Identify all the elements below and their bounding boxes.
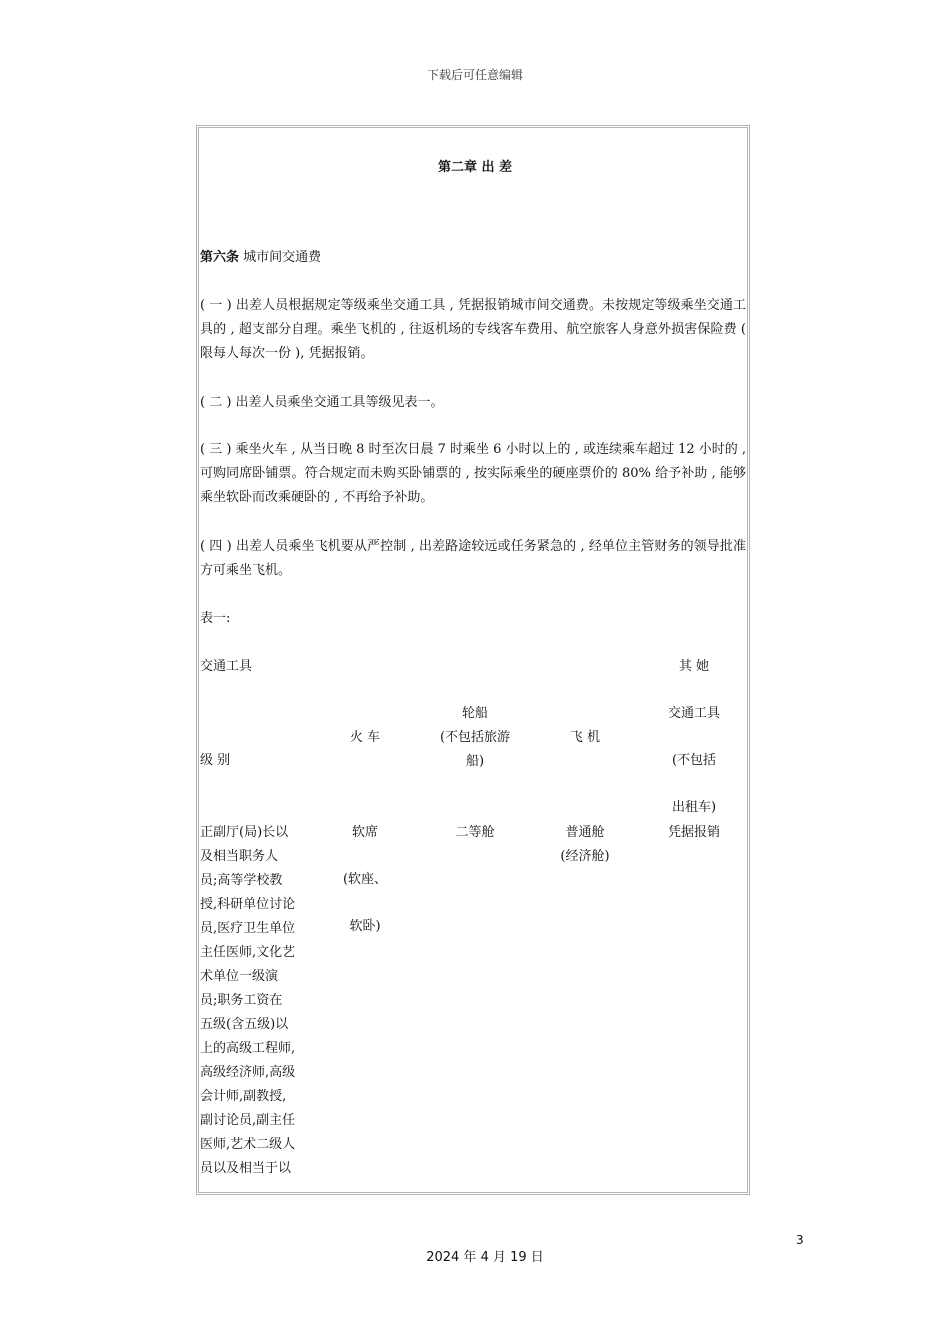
article-heading: [200, 246, 746, 270]
row1-level: 正副厅(局)长以 及相当职务人 员;高等学校教 授,科研单位讨论 员,医疗卫生单位 主任医师,文化艺 术单位一级演 员;职务工资在 五级(含五级)以 上的高级工程师, 高级经济师,高级 会计师,副教授, 副讨论员,副主任 医师,艺术二级人 员以及相当于以: [200, 825, 296, 1176]
header-train: 火 车: [349, 730, 381, 745]
footer-date: 2024 年 4 月 19 日: [426, 1250, 544, 1265]
header-level-label: 级 别: [200, 753, 231, 768]
header-other: 其 她 交通工具 (不包括 出租车): [667, 659, 720, 815]
header-note: 下载后可任意编辑: [426, 68, 523, 82]
header-ship: 轮船 (不包括旅游 船): [439, 706, 511, 769]
paragraph-4: ( 四 ) 出差人员乘坐飞机要从严控制 , 出差路途较远或任务紧急的 , 经单位主管财务的领导批准方可乘坐飞机。: [200, 539, 746, 578]
row1-ship: 二等舱: [455, 825, 495, 840]
row1-other: 凭据报销: [667, 825, 720, 840]
header-vehicle-label: 交通工具: [200, 659, 253, 674]
header-plane: 飞 机: [569, 730, 601, 745]
paragraph-2: ( 二 ) 出差人员乘坐交通工具等级见表一。: [200, 395, 444, 410]
table-caption: 表一:: [200, 611, 231, 626]
article-label: 第六条: [200, 250, 240, 265]
page-number: 3: [796, 1233, 804, 1247]
paragraph-3: ( 三 ) 乘坐火车 , 从当日晚 8 时至次日晨 7 时乘坐 6 小时以上的 , 或连续乘车超过 12 小时的 , 可购同席卧铺票。符合规定而未购买卧铺票的 , 按实际乘坐的硬座票价的 80% 给予补助 , 能够乘坐软卧而改乘硬卧的 , 不再给予补助。: [200, 442, 747, 505]
row1-train: 软席 (软座、 软卧): [342, 825, 388, 934]
paragraph-1: ( 一 ) 出差人员根据规定等级乘坐交通工具 , 凭据报销城市间交通费。未按规定等级乘坐交通工具的 , 超支部分自理。乘坐飞机的 , 往返机场的专线客车费用、航空旅客人身意外损害保险费 ( 限每人每次一份 ), 凭据报销。: [200, 298, 746, 361]
article-title: 城市间交通费: [243, 250, 322, 265]
chapter-title: 第二章 出 差: [437, 160, 513, 175]
row1-plane: 普通舱 (经济舱): [560, 825, 610, 864]
